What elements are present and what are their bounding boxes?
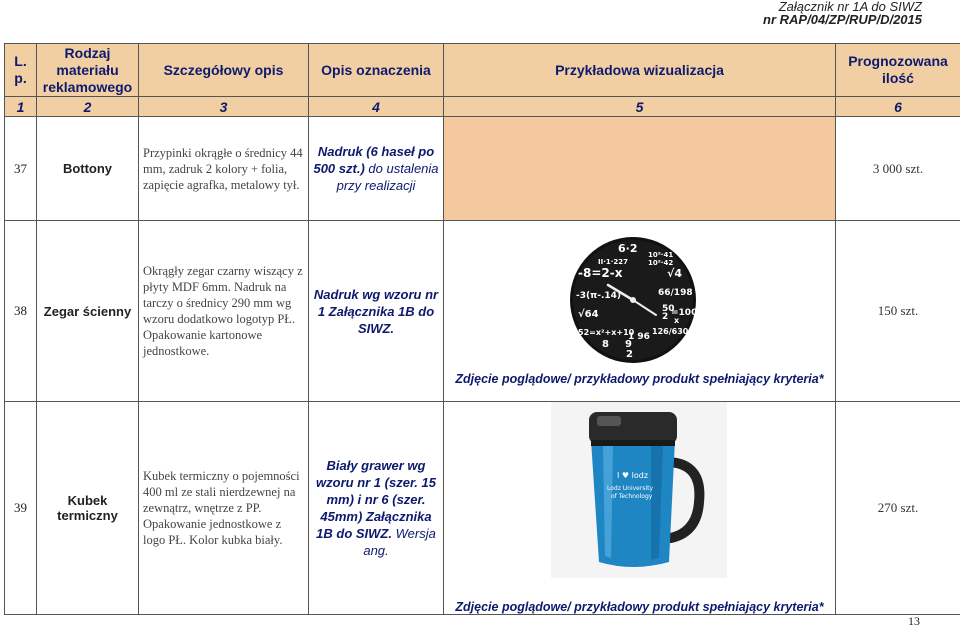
col-header-visualization: Przykładowa wizualizacja [444, 44, 836, 97]
column-number-row [5, 97, 960, 117]
wall-clock-image [568, 235, 698, 365]
marking-italic: Wersja ang. [363, 526, 436, 558]
row-number: 39 [5, 402, 37, 615]
clock-formula: =100 [671, 308, 698, 318]
table-row [5, 221, 960, 402]
clock-formula: 6·2 [618, 242, 638, 255]
clock-formula: √4 [667, 267, 682, 280]
clock-formula: 9 [625, 339, 632, 350]
clock-formula: -8=2-x [578, 266, 623, 280]
clock-formula: 10²·41 [648, 251, 674, 259]
col-number: 5 [444, 97, 836, 117]
clock-formula: 10²·42 [648, 259, 674, 267]
thermal-mug-image [551, 402, 727, 578]
clock-formula: II·1·227 [598, 258, 629, 266]
marking-bold: Nadruk wg wzoru nr 1 Załącznika 1B do SIWZ. [313, 286, 439, 336]
visualization-cell [444, 221, 836, 402]
col-header-quantity: Prognozowana ilość [836, 44, 960, 97]
page-number: 13 [908, 614, 920, 628]
quantity: 3 000 szt. [836, 117, 960, 221]
clock-formula: -3(π-.14) [576, 291, 622, 301]
mug-print: Lodz University [607, 485, 654, 492]
clock-formula: 1 96 [628, 332, 650, 342]
marking-description [309, 221, 444, 402]
detail-description: Kubek termiczny o pojemności 400 ml ze stali nierdzewnej na zewnątrz, wnętrze z PP. Opakowanie jednostkowe z logo PŁ. Kolor kubka biały. [139, 402, 309, 615]
clock-formula: 126∕630 [652, 327, 689, 336]
material-name: Kubek termiczny [37, 402, 139, 615]
material-name: Bottony [37, 117, 139, 221]
col-header-lp: L. p. [5, 44, 37, 97]
col-number: 2 [37, 97, 139, 117]
image-caption: Zdjęcie poglądowe/ przykładowy produkt spełniający kryteria* [455, 600, 824, 614]
row-number: 37 [5, 117, 37, 221]
clock-formula: 66∕198 [658, 288, 693, 298]
detail-description: Okrągły zegar czarny wiszący z płyty MDF 6mm. Nadruk na tarczy o średnicy 290 mm wg wzoru dodatkowo logotyp PŁ. Opakowanie kartonowe jednostkowe. [139, 221, 309, 402]
col-number: 1 [5, 97, 37, 117]
table-row [5, 402, 960, 615]
detail-description: Przypinki okrągłe o średnicy 44 mm, zadruk 2 kolory + folia, zapięcie agrafka, metalowy tył. [139, 117, 309, 221]
clock-formula: 2 [662, 312, 669, 322]
clock-formula: x [674, 316, 680, 325]
clock-formula: 50 [662, 304, 675, 314]
quantity: 270 szt. [836, 402, 960, 615]
col-header-material: Rodzaj materiału reklamowego [37, 44, 139, 97]
col-number: 3 [139, 97, 309, 117]
visualization-cell [444, 402, 836, 615]
marking-description [309, 117, 444, 221]
attachment-label: Załącznik nr 1A do SIWZ [778, 0, 922, 14]
table-row [5, 117, 960, 221]
col-number: 4 [309, 97, 444, 117]
marking-bold: Nadruk (6 haseł po 500 szt.) [313, 144, 435, 176]
quantity: 150 szt. [836, 221, 960, 402]
marking-italic: do ustalenia przy realizacji [336, 161, 439, 193]
products-table [4, 43, 960, 615]
col-header-description: Szczegółowy opis [139, 44, 309, 97]
clock-formula: 2 [626, 349, 633, 360]
image-caption: Zdjęcie poglądowe/ przykładowy produkt spełniający kryteria* [455, 372, 824, 386]
row-number: 38 [5, 221, 37, 402]
marking-bold: Biały grawer wg wzoru nr 1 (szer. 15 mm) i nr 6 (szer. 45mm) Załącznika 1B do SIWZ. [316, 458, 436, 541]
clock-formula: 8 [602, 339, 609, 350]
marking-description [309, 402, 444, 615]
reference-number: nr RAP/04/ZP/RUP/D/2015 [763, 12, 922, 27]
material-name: Zegar ścienny [37, 221, 139, 402]
col-number: 6 [836, 97, 960, 117]
clock-formula: √64 [578, 309, 599, 320]
mug-print: of Technology [611, 493, 653, 500]
header-row [5, 44, 960, 97]
mug-print: I ♥ lodz [617, 471, 649, 480]
col-header-marking: Opis oznaczenia [309, 44, 444, 97]
visualization-cell [444, 117, 836, 221]
clock-formula: 52=x²+x+10 [578, 328, 635, 337]
